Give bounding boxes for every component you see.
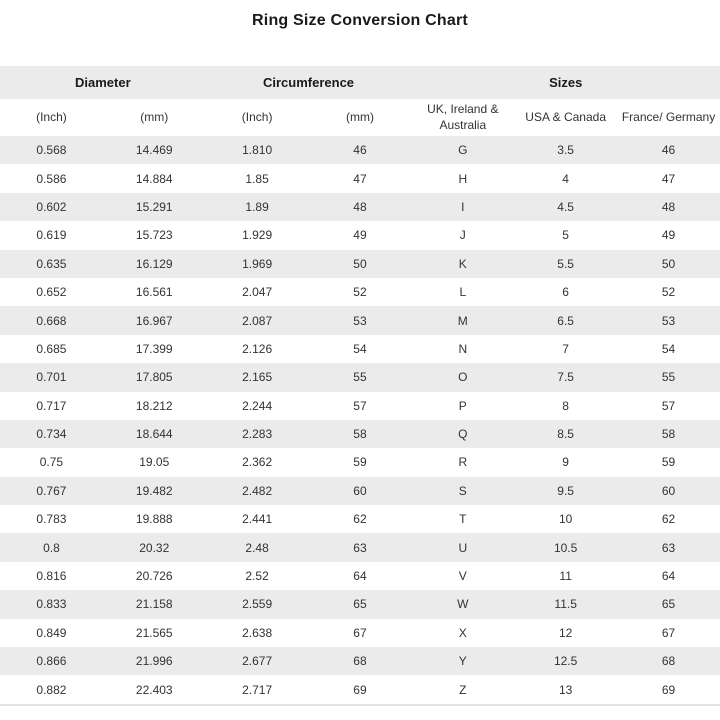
table-cell: 5.5 [557, 256, 574, 271]
table-cell: 15.723 [135, 228, 173, 243]
table-cell: 2.482 [242, 483, 273, 498]
table-row [0, 477, 720, 505]
table-cell: 0.652 [36, 285, 67, 300]
table-cell: 0.619 [36, 228, 67, 243]
table-cell: 6 [562, 285, 569, 300]
table-cell: K [458, 256, 467, 271]
table-cell: 0.882 [36, 682, 67, 697]
table-row [0, 619, 720, 647]
table-row [0, 278, 720, 306]
table-cell: 48 [661, 199, 676, 214]
group-header-circumference: Circumference [206, 66, 412, 99]
table-cell: Q [458, 427, 468, 442]
table-cell: S [458, 483, 467, 498]
table-cell: 17.805 [135, 370, 173, 385]
table-cell: 46 [661, 143, 676, 158]
table-cell: 0.635 [36, 256, 67, 271]
table-row [0, 363, 720, 391]
table-cell: 68 [661, 654, 676, 669]
table-cell: 12 [558, 625, 573, 640]
table-cell: 0.767 [36, 483, 67, 498]
table-cell: 3.5 [557, 143, 574, 158]
table-row [0, 420, 720, 448]
table-cell: 16.967 [135, 313, 173, 328]
table-cell: 2.441 [242, 512, 273, 527]
table-cell: 69 [661, 682, 676, 697]
table-cell: 11 [559, 569, 572, 584]
table-cell: 64 [661, 569, 676, 584]
table-cell: 0.568 [36, 143, 67, 158]
table-cell: 59 [353, 455, 367, 470]
table-cell: O [458, 370, 468, 385]
table-cell: 0.816 [36, 569, 67, 584]
column-header-usa-canada: USA & Canada [514, 99, 617, 136]
table-cell: 2.283 [242, 427, 273, 442]
table-cell: 2.362 [242, 455, 273, 470]
table-cell: L [459, 285, 467, 300]
column-header-row [0, 99, 720, 136]
table-cell: 16.129 [135, 256, 173, 271]
table-cell: 53 [353, 313, 367, 328]
table-cell: 65 [661, 597, 676, 612]
table-cell: 0.833 [36, 597, 67, 612]
table-row [0, 250, 720, 278]
table-cell: Z [459, 682, 467, 697]
table-cell: 0.849 [36, 625, 67, 640]
table-row [0, 306, 720, 334]
table-cell: 62 [353, 512, 367, 527]
table-row [0, 392, 720, 420]
table-cell: Y [458, 654, 467, 669]
table-cell: 67 [661, 625, 676, 640]
table-cell: 4 [562, 171, 569, 186]
table-cell: 2.717 [242, 682, 273, 697]
page-title: Ring Size Conversion Chart [252, 12, 468, 29]
table-cell: 2.244 [242, 398, 273, 413]
ring-size-conversion-table [0, 66, 720, 706]
table-cell: 2.126 [242, 341, 273, 356]
table-cell: 46 [353, 143, 367, 158]
table-cell: 67 [353, 625, 367, 640]
table-cell: 2.165 [242, 370, 273, 385]
table-row [0, 221, 720, 249]
table-cell: 4.5 [557, 199, 574, 214]
table-cell: 0.701 [36, 370, 67, 385]
group-header-row [0, 66, 720, 99]
table-cell: 0.685 [36, 341, 67, 356]
table-cell: 20.32 [139, 540, 170, 555]
table-cell: 54 [353, 341, 367, 356]
column-header-circumference-inch: (Inch) [206, 99, 309, 136]
table-cell: 2.638 [242, 625, 273, 640]
table-cell: 62 [661, 512, 676, 527]
table-cell: X [458, 625, 467, 640]
table-cell: 59 [661, 455, 676, 470]
table-cell: 55 [661, 370, 676, 385]
table-cell: 47 [661, 171, 676, 186]
table-cell: 0.783 [36, 512, 67, 527]
table-cell: 18.644 [135, 427, 173, 442]
table-cell: 55 [353, 370, 367, 385]
table-cell: 68 [353, 654, 367, 669]
table-cell: 9 [562, 455, 569, 470]
table-row [0, 164, 720, 192]
table-cell: 57 [353, 398, 367, 413]
group-header-diameter: Diameter [0, 66, 206, 99]
column-header-france-germany: France/ Germany [617, 99, 720, 136]
table-cell: 0.602 [36, 199, 67, 214]
table-row [0, 675, 720, 704]
table-cell: 12.5 [553, 654, 578, 669]
table-cell: 63 [353, 540, 367, 555]
table-cell: 69 [353, 682, 367, 697]
table-cell: 19.05 [139, 455, 170, 470]
table-cell: 14.884 [135, 171, 173, 186]
table-cell: 20.726 [135, 569, 173, 584]
table-cell: 0.75 [39, 455, 64, 470]
table-cell: 0.668 [36, 313, 67, 328]
table-cell: 52 [353, 285, 367, 300]
table-row [0, 590, 720, 618]
table-row [0, 448, 720, 476]
column-header-circumference-mm: (mm) [309, 99, 412, 136]
table-cell: W [457, 597, 469, 612]
table-cell: 2.559 [242, 597, 273, 612]
column-header-diameter-mm: (mm) [103, 99, 206, 136]
table-cell: 0.866 [36, 654, 67, 669]
table-cell: 1.969 [242, 256, 273, 271]
table-cell: 2.047 [242, 285, 273, 300]
table-row [0, 505, 720, 533]
table-cell: 2.087 [242, 313, 273, 328]
table-cell: 58 [661, 427, 676, 442]
table-row [0, 335, 720, 363]
column-header-uk-ireland-australia: UK, Ireland & Australia [411, 99, 514, 136]
table-cell: G [458, 143, 468, 158]
table-cell: J [459, 228, 466, 243]
table-cell: H [458, 171, 468, 186]
table-cell: 19.482 [135, 483, 173, 498]
table-cell: 2.48 [245, 540, 269, 555]
table-cell: 48 [353, 199, 367, 214]
table-cell: 49 [661, 228, 676, 243]
table-cell: 2.677 [242, 654, 273, 669]
table-cell: 1.89 [245, 199, 269, 214]
table-cell: 7.5 [557, 370, 574, 385]
table-cell: 53 [661, 313, 676, 328]
table-cell: P [458, 398, 467, 413]
table-cell: N [458, 341, 468, 356]
table-cell: 1.929 [242, 228, 273, 243]
table-row [0, 533, 720, 561]
table-cell: 2.52 [245, 569, 269, 584]
table-cell: 57 [661, 398, 676, 413]
table-cell: 1.85 [245, 171, 269, 186]
group-header-sizes: Sizes [411, 66, 720, 99]
table-cell: 19.888 [135, 512, 173, 527]
table-cell: 50 [353, 256, 367, 271]
table-cell: 60 [661, 483, 676, 498]
table-cell: 18.212 [135, 398, 173, 413]
table-cell: 14.469 [135, 143, 173, 158]
table-head [0, 66, 720, 136]
table-cell: R [458, 455, 468, 470]
table-cell: 60 [353, 483, 367, 498]
table-cell: 15.291 [135, 199, 173, 214]
table-cell: 58 [353, 427, 367, 442]
table-cell: 6.5 [557, 313, 574, 328]
table-cell: 9.5 [557, 483, 574, 498]
column-header-diameter-inch: (Inch) [0, 99, 103, 136]
table-cell: 22.403 [135, 682, 173, 697]
table-cell: M [457, 313, 468, 328]
table-cell: 0.586 [36, 171, 67, 186]
table-cell: 0.734 [36, 427, 67, 442]
table-cell: T [459, 512, 467, 527]
table-cell: 47 [353, 171, 367, 186]
table-cell: I [461, 199, 465, 214]
table-row [0, 193, 720, 221]
table-cell: U [458, 540, 468, 555]
table-cell: 17.399 [135, 341, 173, 356]
table-cell: 10.5 [553, 540, 578, 555]
table-row [0, 647, 720, 675]
table-cell: 64 [353, 569, 367, 584]
table-cell: 16.561 [135, 285, 173, 300]
table-cell: 21.158 [135, 597, 173, 612]
table-cell: 21.996 [135, 654, 173, 669]
table-cell: 65 [353, 597, 367, 612]
table-cell: V [458, 569, 467, 584]
table-cell: 1.810 [242, 143, 273, 158]
table-cell: 8.5 [557, 427, 574, 442]
table-cell: 50 [661, 256, 676, 271]
table-cell: 21.565 [135, 625, 173, 640]
table-cell: 63 [661, 540, 676, 555]
table-cell: 49 [353, 228, 367, 243]
table-cell: 52 [661, 285, 676, 300]
table-cell: 13 [558, 682, 573, 697]
table-cell: 7 [562, 341, 569, 356]
table-row [0, 562, 720, 590]
table-row [0, 136, 720, 164]
table-cell: 0.717 [36, 398, 67, 413]
table-cell: 54 [661, 341, 676, 356]
table-cell: 0.8 [43, 540, 60, 555]
table-cell: 10 [558, 512, 573, 527]
table-cell: 8 [562, 398, 569, 413]
table-cell: 5 [562, 228, 569, 243]
table-body [0, 136, 720, 705]
table-cell: 11.5 [554, 597, 577, 612]
